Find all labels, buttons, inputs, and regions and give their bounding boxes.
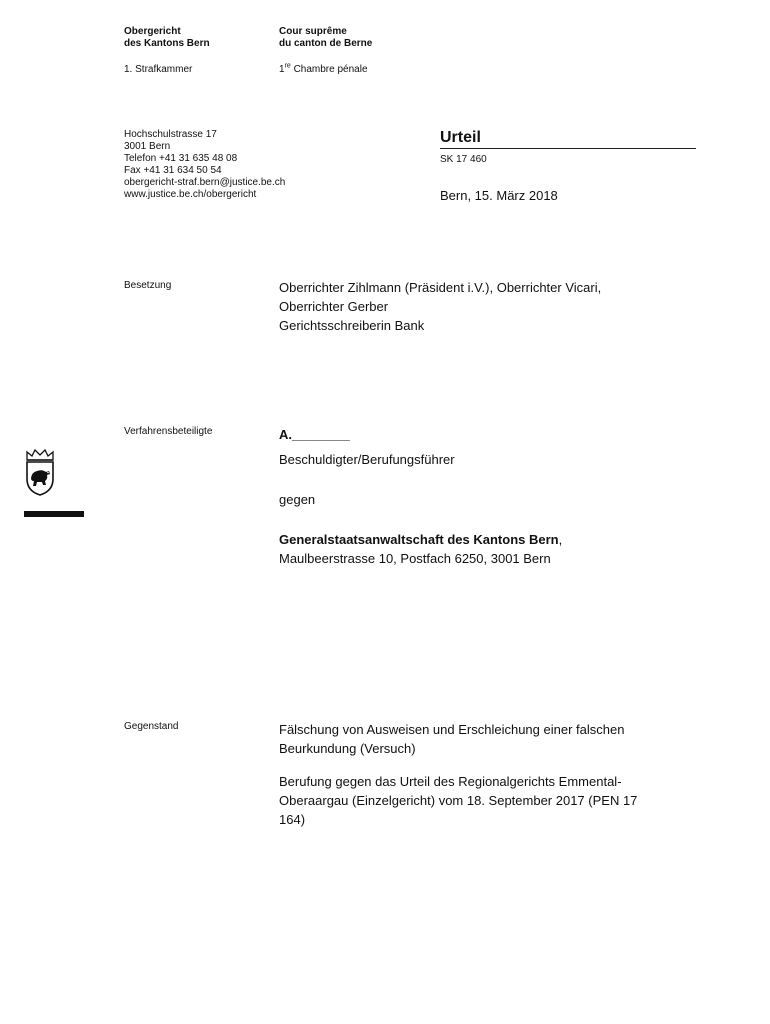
title-underline: [440, 148, 696, 149]
prosecution-name: Generalstaatsanwaltschaft des Kantons Bern: [279, 532, 559, 547]
parties-label: Verfahrensbeteiligte: [124, 426, 213, 437]
chamber-de: 1. Strafkammer: [124, 64, 193, 75]
accused-role: Beschuldigter/Berufungsführer: [279, 452, 455, 467]
address-web[interactable]: www.justice.be.ch/obergericht: [124, 189, 257, 200]
accused-name: A.________: [279, 427, 350, 442]
bern-coat-of-arms-icon: [23, 447, 57, 504]
prosecution: Generalstaatsanwaltschaft des Kantons Bern, Maulbeerstrasse 10, Postfach 6250, 3001 Bern: [279, 532, 563, 566]
besetzung-text: Oberrichter Zihlmann (Präsident i.V.), Oberrichter Vicari, Oberrichter Gerber Gerichtsschreiberin Bank: [279, 280, 602, 333]
besetzung-label: Besetzung: [124, 280, 172, 291]
case-number: SK 17 460: [440, 154, 487, 165]
logo-bar: [24, 511, 84, 517]
subject-label: Gegenstand: [124, 721, 179, 732]
court-address: [124, 129, 285, 201]
court-name-fr: Cour suprême du canton de Berne: [279, 26, 373, 49]
address-city: 3001 Bern: [124, 141, 171, 152]
address-fax: Fax +41 31 634 50 54: [124, 165, 222, 176]
address-street: Hochschulstrasse 17: [124, 129, 217, 140]
address-email[interactable]: obergericht-straf.bern@justice.be.ch: [124, 177, 286, 188]
prosecution-address: Maulbeerstrasse 10, Postfach 6250, 3001 Bern: [279, 551, 551, 566]
subject-text: Fälschung von Ausweisen und Erschleichung einer falschen Beurkundung (Versuch) Berufung gegen das Urteil des Regionalgerichts Emmental- Oberaargau (Einzelgericht) vom 18. September 2017 (PEN 17 164): [279, 722, 638, 827]
court-name-de: Obergericht des Kantons Bern: [124, 26, 210, 49]
place-date: Bern, 15. März 2018: [440, 188, 558, 203]
address-phone: Telefon +41 31 635 48 08: [124, 153, 238, 164]
chamber-fr: 1re Chambre pénale: [279, 62, 368, 75]
judgment-title: Urteil: [440, 129, 481, 146]
against-text: gegen: [279, 492, 316, 507]
